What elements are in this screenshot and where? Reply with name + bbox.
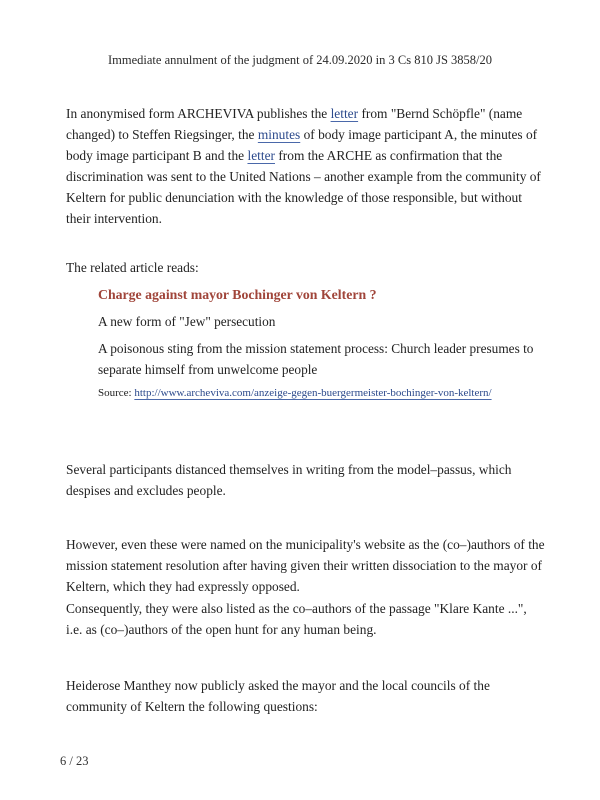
source-link[interactable]: http://www.archeviva.com/anzeige-gegen-buergermeister-bochinger-von-keltern/ — [134, 387, 492, 399]
paragraph-questions: Heiderose Manthey now publicly asked the mayor and the local councils of the community of Keltern the following questions: — [66, 678, 490, 714]
minutes-link[interactable]: minutes — [257, 127, 301, 142]
source-label: Source: — [98, 387, 135, 399]
paragraph-named-authors: However, even these were named on the municipality's website as the (co–)authors of the mission statement resolution after having given their written dissociation to the mayor of Keltern, which they had expressly opposed. — [66, 537, 545, 594]
intro-text-2: from "Bernd Schöpfle" (name changed) to Steffen Riegsinger, the — [66, 106, 523, 142]
article-source — [98, 387, 548, 399]
intro-paragraph — [66, 103, 546, 229]
letter-link[interactable]: letter — [330, 106, 359, 121]
quoted-article — [98, 287, 548, 399]
related-article-intro: The related article reads: — [66, 260, 199, 275]
paragraph-distanced: Several participants distanced themselves in writing from the model–passus, which despises and excludes people. — [66, 462, 512, 498]
page-number: 6 / 23 — [60, 754, 89, 768]
intro-text-1: In anonymised form ARCHEVIVA publishes the — [66, 106, 331, 121]
document-header: Immediate annulment of the judgment of 24.09.2020 in 3 Cs 810 JS 3858/20 — [108, 53, 492, 67]
intro-text-3: of body image participant A, the minutes of body image participant B and the — [66, 127, 538, 163]
arche-letter-link[interactable]: letter — [247, 148, 275, 163]
paragraph-co-authors: Consequently, they were also listed as the co–authors of the passage "Klare Kante ...", i.e. as (co–)authors of the open hunt for any human being. — [66, 601, 527, 637]
article-subtitle: A new form of "Jew" persecution — [98, 314, 276, 329]
article-teaser: A poisonous sting from the mission statement process: Church leader presumes to separate himself from unwelcome people — [98, 341, 534, 377]
article-title: Charge against mayor Bochinger von Keltern ? — [98, 287, 377, 302]
intro-text-4: from the ARCHE as confirmation that the discrimination was sent to the United Nations – another example from the community of Keltern for public denunciation with the knowledge of those responsible, but without their intervention. — [66, 148, 541, 226]
